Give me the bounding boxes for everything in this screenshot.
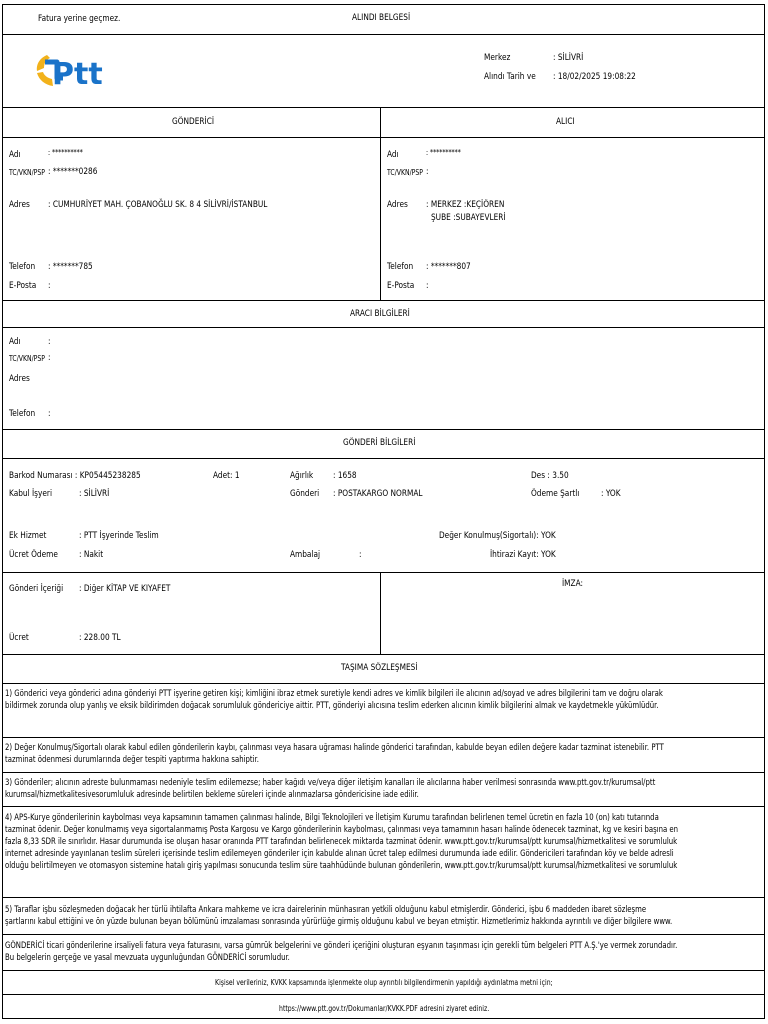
intermediary-phone-label: Telefon (9, 409, 36, 419)
sender-name-value: : ********** (48, 148, 83, 157)
receiver-address-line2: ŞUBE :SUBAYEVLERİ (431, 213, 506, 223)
kvkk-note: Kişisel verileriniz, KVKK kapsamında işlenmekte olup ayrıntılı bilgilendirmenin yapıldığı aydınlatma metni için; (215, 978, 553, 987)
sender-address-label: Adres (9, 200, 30, 210)
intermediary-name-label: Adı (9, 337, 21, 347)
sender-id-value: : *******0286 (48, 167, 98, 177)
receiver-title: ALICI (556, 117, 575, 127)
fee-payment-label: Ücret Ödeme (9, 550, 58, 560)
center-label: Merkez (484, 53, 511, 63)
divider (2, 327, 765, 328)
acceptance-office-label: Kabul İşyeri (9, 489, 53, 499)
receipt-date-label: Alındı Tarih ve (484, 72, 536, 82)
receipt-date-value: : 18/02/2025 19:08:22 (553, 72, 636, 82)
contract-clause-5: 5) Taraflar işbu sözleşmeden doğacak her türlü ihtilafta Ankara mahkeme ve icra dairelerinin münhasıran yetkili olduğunu kabul etmişlerdir. Gönderici, işbu 6 maddeden ibaret sözleşme şartlarını kabul ettiğini ve ön yüzde bulunan beyan bölümünü imzalaması sonrasında yürürlüğe girmiş olduğunu kabul ve beyan etmiştir. Hizmetlerimiz hakkında ayrıntılı ve diğer bilgilere www. (5, 905, 673, 927)
receiver-email-label: E-Posta (387, 281, 415, 291)
svg-text:Ptt: Ptt (52, 57, 103, 91)
not-invoice-note: Fatura yerine geçmez. (38, 14, 121, 24)
fee-value: : 228.00 TL (79, 633, 121, 643)
payment-condition-label: Ödeme Şartlı (531, 489, 580, 499)
receiver-id-value: : (426, 167, 429, 177)
sender-email-value: : (48, 281, 51, 291)
fee-label: Ücret (9, 633, 29, 643)
receiver-name-value: : ********** (426, 148, 461, 157)
receiver-address-line1: : MERKEZ :KEÇİÖREN (426, 200, 505, 210)
contract-clause-6: GÖNDERİCİ ticari gönderilerine irsaliyeli fatura veya faturasını, varsa gümrük belgelerini ve gönderi içeriğini oluşturan eşyanın taşınması için gerekli tüm belgeleri PTT A.Ş.'ye vermek zorundadır. Bu belgelerin gerçeğe ve yasal mevzuata uygunluğundan GÖNDERİCİ sorumludur. (5, 941, 678, 963)
fee-payment-value: : Nakit (79, 550, 104, 560)
sender-address-value: : CUMHURİYET MAH. ÇOBANOĞLU SK. 8 4 SİLİVRİ/İSTANBUL (48, 200, 268, 210)
weight-label: Ağırlık (290, 471, 314, 481)
sender-email-label: E-Posta (9, 281, 37, 291)
divider (2, 806, 765, 807)
divider (2, 737, 765, 738)
intermediary-title: ARACI BİLGİLERİ (350, 309, 410, 319)
sender-phone-value: : *******785 (48, 262, 93, 272)
divider (380, 572, 381, 654)
desi-value: Des : 3.50 (531, 471, 569, 481)
packaging-label: Ambalaj (290, 550, 321, 560)
receiver-id-label: TC/VKN/PSP (387, 168, 424, 177)
receiver-phone-value: : *******807 (426, 262, 471, 272)
intermediary-phone-value: : (48, 409, 51, 419)
divider (2, 654, 765, 655)
shipment-type-label: Gönderi (290, 489, 320, 499)
divider (2, 934, 765, 935)
receiver-email-value: : (426, 281, 429, 291)
extra-service-value: : PTT İşyerinde Teslim (79, 531, 159, 541)
sender-id-label: TC/VKN/PSP (9, 168, 46, 177)
intermediary-id-label: TC/VKN/PSP (9, 354, 46, 363)
shipment-title: GÖNDERİ BİLGİLERİ (343, 438, 416, 448)
divider (2, 137, 765, 138)
receiver-address-label: Adres (387, 200, 408, 210)
barcode: Barkod Numarası : KP05445238285 (9, 471, 141, 481)
divider (380, 107, 381, 300)
contract-title: TAŞIMA SÖZLEŞMESİ (341, 663, 418, 673)
ptt-logo (33, 51, 113, 91)
divider (2, 970, 765, 971)
sender-phone-label: Telefon (9, 262, 36, 272)
divider (2, 458, 765, 459)
contract-clause-1: 1) Gönderici veya gönderici adına gönderiyi PTT işyerine getiren kişi; kimliğini ibraz etmek suretiyle kendi adres ve kimlik bilgileri ile alıcının ad/soyad ve adres bilgilerini tam ve doğru olarak bildirmek zorunda olup yanlış ve eksik bildirimden doğacak sorumluluk göndericiye aittir. PTT, gönderiyi alıcısına teslim ederken alıcının kimlik bilgilerini almak ve kaydetmekle yükümlüdür. (5, 689, 663, 711)
packaging-value: : (359, 550, 362, 560)
divider (2, 994, 765, 995)
insured-value: Değer Konulmuş(Sigortalı): YOK (439, 531, 556, 541)
reservation-record: İhtirazi Kayıt: YOK (490, 550, 556, 560)
sender-title: GÖNDERİCİ (172, 117, 215, 127)
divider (2, 429, 765, 430)
weight-value: : 1658 (333, 471, 357, 481)
ptt-logo-icon (33, 51, 113, 91)
document-title: ALINDI BELGESİ (352, 13, 411, 23)
signature-label: İMZA: (562, 579, 584, 589)
content-value: : Diğer KİTAP VE KIYAFET (79, 584, 171, 594)
extra-service-label: Ek Hizmet (9, 531, 47, 541)
shipment-type-value: : POSTAKARGO NORMAL (333, 489, 423, 499)
acceptance-office-value: : SİLİVRİ (79, 489, 110, 499)
contract-clause-2: 2) Değer Konulmuş/Sigortalı olarak kabul edilen gönderilerin kaybı, çalınması veya hasara uğraması halinde gönderici tarafından, kabulde beyan edilen değere kadar tazminat istenebilir. PTT tazminat ödenmesi durumlarında değer tespiti yaptırma hakkına sahiptir. (5, 743, 664, 765)
intermediary-address-label: Adres (9, 374, 30, 384)
intermediary-id-value: : (48, 353, 51, 363)
divider (2, 300, 765, 301)
contract-clause-4: 4) APS-Kurye gönderilerinin kaybolması veya kapsamının tamamen çalınması halinde, Bilgi Teknolojileri ve İletişim Kurumu tarafından belirlenen temel ücretin en fazla 10 (on) katı tutarında tazminat ödenir. Değer konulmamış veya sigortalanmamış Posta Kargosu ve Kargo gönderilerinin kaybolması, çalınması veya tamamının hasarı halinde ödenecek tazminat, kg ve kesiri başına en fazla 8,33 SDR ile sınırlıdır. Hasar durumunda ise oluşan hasar oranında PTT tarafından belirlenecek miktarda tazminat ödenir. www.ptt.gov.tr/kurumsal/ptt kurumsal/hizmetkalitesi ve sorumluluk internet adresinde yayınlanan teslim süreleri içerisinde teslim edilemeyen gönderiler için kabulde alınan ücret talep edilmesi durumunda iade edilir. Göndericileri tarafından köy ve belde adresli olduğu belirtilmeyen ve otomasyon sistemine hatalı giriş yapılması sonucunda teslim süre taahhüdünde bulunan gönderilerin, www.ptt.gov.tr/kurumsal/ptt kurumsal/hizmetkalitesi ve sorumluluk (5, 813, 679, 871)
divider (2, 572, 765, 573)
sender-name-label: Adı (9, 150, 21, 160)
receiver-phone-label: Telefon (387, 262, 414, 272)
divider (2, 683, 765, 684)
divider (2, 772, 765, 773)
piece-count: Adet: 1 (213, 471, 240, 481)
divider (2, 897, 765, 898)
contract-clause-3: 3) Gönderiler; alıcının adreste bulunmaması nedeniyle teslim edilemezse; haber kağıdı ve/veya diğer iletişim kanalları ile alıcılarına haber verilmesi sonrasında www.ptt.gov.tr/kurumsal/ptt kurumsal/hizmetkalitesivesorumluluk adresinde belirtilen bekleme süreleri içinde alınmazlarsa göndericisine iade edilir. (5, 778, 656, 800)
intermediary-name-value: : (48, 337, 51, 347)
center-value: : SİLİVRİ (553, 53, 584, 63)
payment-condition-value: : YOK (601, 489, 621, 499)
kvkk-link[interactable]: https://www.ptt.gov.tr/Dokumanlar/KVKK.PDF adresini ziyaret ediniz. (278, 1004, 490, 1013)
content-label: Gönderi İçeriği (9, 584, 64, 594)
divider (2, 34, 765, 35)
receiver-name-label: Adı (387, 150, 399, 160)
divider (2, 107, 765, 108)
